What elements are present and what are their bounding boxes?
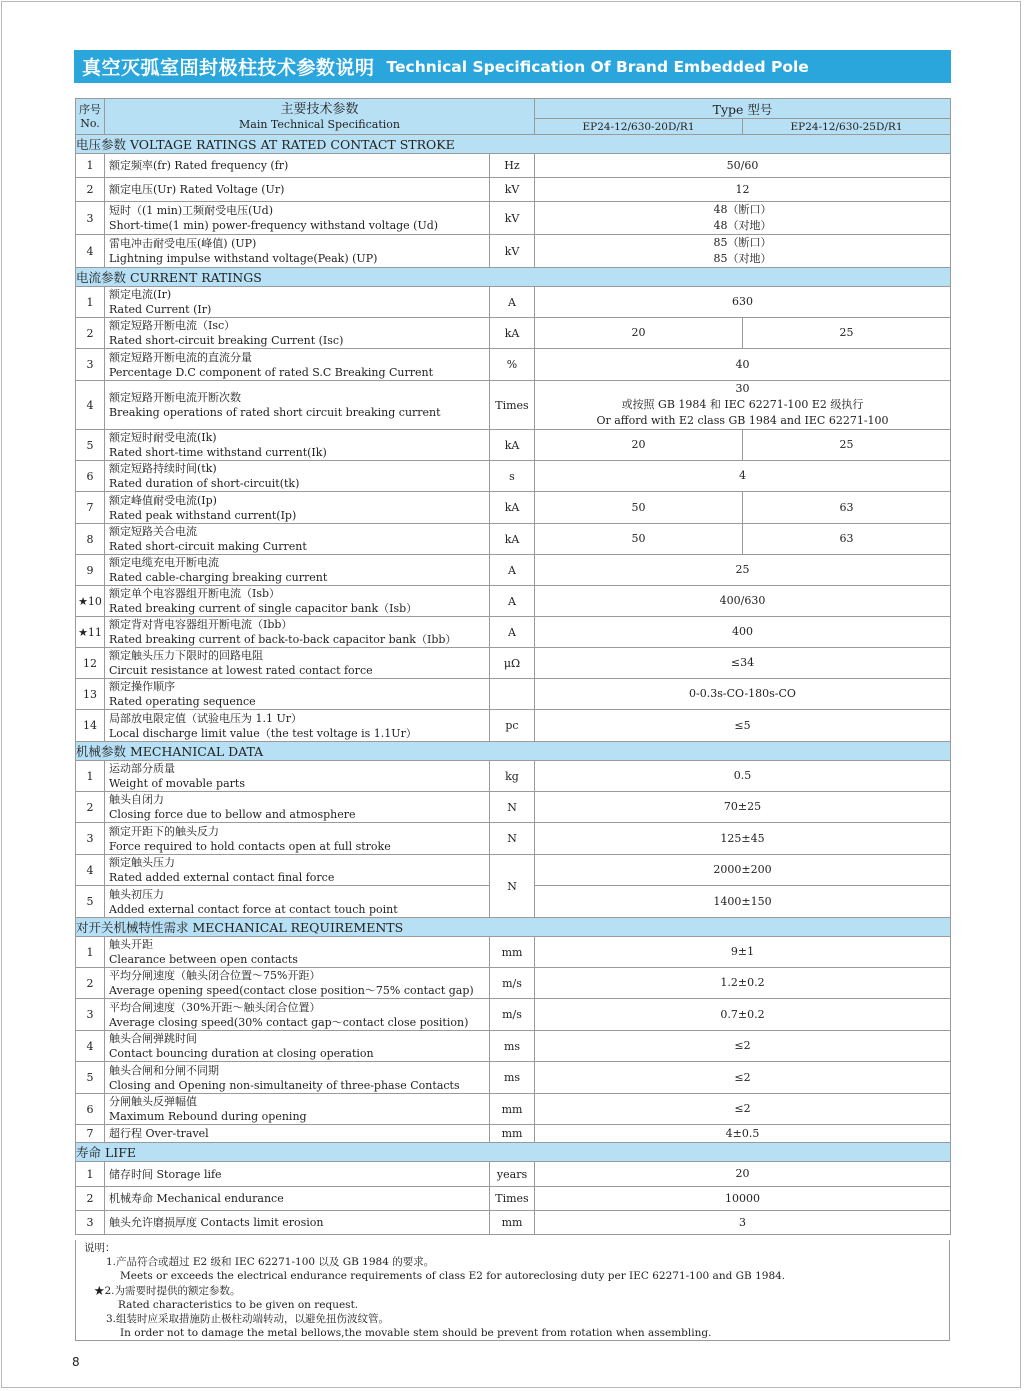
row-number: 3 bbox=[76, 823, 105, 855]
param-en: Rated short-time withstand current(Ik) bbox=[109, 446, 327, 459]
row-number: 4 bbox=[76, 381, 105, 430]
unit-cell: years bbox=[490, 1162, 535, 1187]
table-row bbox=[76, 492, 951, 524]
param-cell bbox=[105, 586, 490, 617]
param-cell bbox=[105, 855, 490, 886]
row-number: ★11 bbox=[76, 617, 105, 648]
row-number: 2 bbox=[76, 968, 105, 999]
param-cell bbox=[105, 1187, 490, 1211]
param-en: Force required to hold contacts open at full stroke bbox=[109, 839, 391, 853]
value-cell bbox=[535, 381, 951, 430]
row-number: 1 bbox=[76, 287, 105, 318]
section-requirements-label: 对开关机械特性需求 MECHANICAL REQUIREMENTS bbox=[76, 918, 951, 937]
param-cell bbox=[105, 492, 490, 524]
table-row bbox=[76, 1062, 951, 1094]
row-number: 4 bbox=[76, 855, 105, 886]
row-number: 5 bbox=[76, 1062, 105, 1094]
value-line: 48（断口） bbox=[713, 203, 772, 216]
row-number: ★10 bbox=[76, 586, 105, 617]
unit-cell: A bbox=[490, 555, 535, 586]
note-2-en: Rated characteristics to be given on request. bbox=[118, 1298, 359, 1311]
unit-cell: A bbox=[490, 586, 535, 617]
value-cell: 70±25 bbox=[535, 792, 951, 823]
param-zh: 额定短路开断电流（Isc） bbox=[109, 319, 236, 332]
unit-cell: ms bbox=[490, 1031, 535, 1062]
param-zh: 额定开距下的触头反力 bbox=[109, 824, 219, 838]
param-cell bbox=[105, 1125, 490, 1143]
table-row bbox=[76, 318, 951, 349]
unit-cell: pc bbox=[490, 710, 535, 742]
table-row bbox=[76, 1187, 951, 1211]
header-spec-zh: 主要技术参数 bbox=[280, 101, 359, 117]
value-cell: 0.5 bbox=[535, 761, 951, 792]
param-en: Short-time(1 min) power-frequency withstand voltage (Ud) bbox=[109, 219, 439, 232]
title-chinese: 真空灭弧室固封极柱技术参数说明 bbox=[82, 57, 375, 79]
row-number: 12 bbox=[76, 648, 105, 679]
param-cell bbox=[105, 381, 490, 430]
value-cell: 1400±150 bbox=[535, 886, 951, 918]
unit-cell: kA bbox=[490, 318, 535, 349]
param-cell bbox=[105, 524, 490, 555]
table-row bbox=[76, 235, 951, 268]
param-en: Closing and Opening non-simultaneity of three-phase Contacts bbox=[109, 1078, 460, 1092]
param-cell bbox=[105, 679, 490, 710]
row-number: 7 bbox=[76, 1125, 105, 1143]
param-zh: 额定短时耐受电流(Ik) bbox=[109, 431, 217, 444]
param-en: Rated short-circuit breaking Current (Isc) bbox=[109, 334, 344, 347]
param-zh: 机械寿命 Mechanical endurance bbox=[109, 1192, 284, 1205]
page-number: 8 bbox=[72, 1355, 80, 1369]
section-mechanical bbox=[76, 742, 951, 761]
value-model-25: 63 bbox=[743, 492, 951, 524]
param-cell bbox=[105, 968, 490, 999]
row-number: 13 bbox=[76, 679, 105, 710]
param-cell bbox=[105, 761, 490, 792]
row-number: 6 bbox=[76, 1094, 105, 1125]
param-zh: 触头允许磨损厚度 Contacts limit erosion bbox=[109, 1216, 324, 1229]
row-number: 14 bbox=[76, 710, 105, 742]
param-en: Percentage D.C component of rated S.C Breaking Current bbox=[109, 365, 434, 379]
param-cell bbox=[105, 287, 490, 318]
table-row bbox=[76, 430, 951, 461]
value-cell: 630 bbox=[535, 287, 951, 318]
header-type: Type 型号 bbox=[535, 99, 951, 119]
param-zh: 额定电压(Ur) Rated Voltage (Ur) bbox=[109, 183, 285, 196]
param-zh: 额定短路关合电流 bbox=[109, 525, 197, 538]
param-zh: 额定峰值耐受电流(Ip) bbox=[109, 493, 217, 507]
param-en: Weight of movable parts bbox=[109, 777, 245, 790]
param-cell bbox=[105, 1211, 490, 1235]
section-mechanical-label: 机械参数 MECHANICAL DATA bbox=[76, 742, 951, 761]
table-row bbox=[76, 679, 951, 710]
param-zh: 局部放电限定值（试验电压为 1.1 Ur） bbox=[109, 711, 303, 725]
table-row bbox=[76, 617, 951, 648]
param-zh: 额定电缆充电开断电流 bbox=[109, 556, 219, 569]
header-model-25: EP24-12/630-25D/R1 bbox=[743, 119, 951, 135]
table-row bbox=[76, 937, 951, 968]
param-zh: 平均分闸速度（触头闭合位置～75%开距） bbox=[109, 969, 321, 982]
row-number: 1 bbox=[76, 1162, 105, 1187]
param-en: Local discharge limit value（the test voltage is 1.1Ur） bbox=[109, 726, 417, 740]
value-cell: 0.7±0.2 bbox=[535, 999, 951, 1031]
row-number: 7 bbox=[76, 492, 105, 524]
value-cell: 3 bbox=[535, 1211, 951, 1235]
row-number: 5 bbox=[76, 430, 105, 461]
row-number: 8 bbox=[76, 524, 105, 555]
param-en: Breaking operations of rated short circuit breaking current bbox=[109, 406, 441, 419]
param-cell bbox=[105, 710, 490, 742]
table-row bbox=[76, 710, 951, 742]
value-cell: 400/630 bbox=[535, 586, 951, 617]
value-line: 85（断口） bbox=[713, 236, 772, 249]
table-row bbox=[76, 1211, 951, 1235]
unit-cell: kV bbox=[490, 202, 535, 235]
param-cell bbox=[105, 235, 490, 268]
title-bar bbox=[74, 50, 951, 83]
value-cell: ≤2 bbox=[535, 1094, 951, 1125]
row-number: 2 bbox=[76, 1187, 105, 1211]
row-number: 4 bbox=[76, 235, 105, 268]
param-en: Rated operating sequence bbox=[109, 695, 256, 708]
param-en: Rated Current (Ir) bbox=[109, 303, 212, 316]
header-model-20: EP24-12/630-20D/R1 bbox=[535, 119, 743, 135]
value-cell: 0-0.3s-CO-180s-CO bbox=[535, 679, 951, 710]
spec-table bbox=[75, 98, 951, 1235]
notes-label: 说明： bbox=[84, 1242, 116, 1254]
unit-cell: N bbox=[490, 855, 535, 918]
param-en: Rated cable-charging breaking current bbox=[109, 571, 328, 584]
param-cell bbox=[105, 1094, 490, 1125]
table-row bbox=[76, 586, 951, 617]
section-voltage bbox=[76, 135, 951, 154]
param-en: Rated breaking current of single capacitor bank（Isb） bbox=[109, 602, 418, 615]
param-en: Rated duration of short-circuit(tk) bbox=[109, 477, 300, 490]
param-en: Circuit resistance at lowest rated contact force bbox=[109, 664, 373, 677]
param-zh: 触头合闸弹跳时间 bbox=[109, 1032, 197, 1045]
param-zh: 额定短路开断电流开断次数 bbox=[109, 391, 241, 404]
value-line: 48（对地） bbox=[713, 219, 772, 232]
row-number: 3 bbox=[76, 202, 105, 235]
param-en: Contact bouncing duration at closing operation bbox=[109, 1047, 374, 1060]
unit-cell: mm bbox=[490, 1125, 535, 1143]
table-row bbox=[76, 999, 951, 1031]
row-number: 2 bbox=[76, 178, 105, 202]
param-cell bbox=[105, 349, 490, 381]
unit-cell: kA bbox=[490, 492, 535, 524]
row-number: 2 bbox=[76, 792, 105, 823]
table-row bbox=[76, 1031, 951, 1062]
table-row bbox=[76, 555, 951, 586]
value-model-25: 63 bbox=[743, 524, 951, 555]
section-voltage-label: 电压参数 VOLTAGE RATINGS AT RATED CONTACT STROKE bbox=[76, 135, 951, 154]
param-zh: 额定短路开断电流的直流分量 bbox=[109, 350, 252, 364]
value-cell bbox=[535, 235, 951, 268]
value-cell: ≤34 bbox=[535, 648, 951, 679]
value-cell: 10000 bbox=[535, 1187, 951, 1211]
param-en: Closing force due to bellow and atmosphere bbox=[109, 808, 356, 821]
unit-cell: kA bbox=[490, 430, 535, 461]
unit-cell: A bbox=[490, 287, 535, 318]
param-cell bbox=[105, 555, 490, 586]
value-model-25: 25 bbox=[743, 318, 951, 349]
unit-cell: N bbox=[490, 823, 535, 855]
param-en: Lightning impulse withstand voltage(Peak) (UP) bbox=[109, 252, 378, 265]
table-row bbox=[76, 461, 951, 492]
param-en: Rated added external contact final force bbox=[109, 871, 335, 884]
param-zh: 触头初压力 bbox=[109, 887, 164, 901]
value-cell: ≤2 bbox=[535, 1031, 951, 1062]
param-en: Added external contact force at contact touch point bbox=[109, 902, 398, 916]
value-line: Or afford with E2 class GB 1984 and IEC 62271-100 bbox=[596, 414, 889, 427]
row-number: 3 bbox=[76, 349, 105, 381]
table-row bbox=[76, 823, 951, 855]
value-line: 或按照 GB 1984 和 IEC 62271-100 E2 级执行 bbox=[621, 398, 864, 411]
param-cell bbox=[105, 937, 490, 968]
value-cell: 25 bbox=[535, 555, 951, 586]
row-number: 5 bbox=[76, 886, 105, 918]
param-en: Clearance between open contacts bbox=[109, 953, 298, 966]
unit-cell: Times bbox=[490, 1187, 535, 1211]
value-cell: 20 bbox=[535, 1162, 951, 1187]
table-row bbox=[76, 792, 951, 823]
param-en: Rated peak withstand current(Ip) bbox=[109, 508, 297, 522]
table-row bbox=[76, 178, 951, 202]
param-cell bbox=[105, 648, 490, 679]
param-cell bbox=[105, 154, 490, 178]
unit-cell: ms bbox=[490, 1062, 535, 1094]
param-cell bbox=[105, 792, 490, 823]
param-zh: 额定短路持续时间(tk) bbox=[109, 462, 217, 475]
unit-cell: Times bbox=[490, 381, 535, 430]
param-zh: 触头合闸和分闸不同期 bbox=[109, 1063, 219, 1077]
param-zh: 运动部分质量 bbox=[109, 762, 175, 775]
unit-cell: kA bbox=[490, 524, 535, 555]
param-cell bbox=[105, 999, 490, 1031]
row-number: 4 bbox=[76, 1031, 105, 1062]
table-row bbox=[76, 202, 951, 235]
param-cell bbox=[105, 1062, 490, 1094]
header-no-zh: 序号 bbox=[79, 102, 101, 116]
note-3-zh: 3.组装时应采取措施防止极柱动端转动，以避免扭伤波纹管。 bbox=[106, 1313, 390, 1326]
row-number: 1 bbox=[76, 154, 105, 178]
row-number: 2 bbox=[76, 318, 105, 349]
value-model-25: 25 bbox=[743, 430, 951, 461]
unit-cell: mm bbox=[490, 1211, 535, 1235]
value-cell: 125±45 bbox=[535, 823, 951, 855]
unit-cell: kV bbox=[490, 235, 535, 268]
table-row bbox=[76, 381, 951, 430]
param-cell bbox=[105, 461, 490, 492]
section-life bbox=[76, 1143, 951, 1162]
header-spec-en: Main Technical Specification bbox=[239, 117, 400, 131]
unit-cell: s bbox=[490, 461, 535, 492]
row-number: 9 bbox=[76, 555, 105, 586]
row-number: 3 bbox=[76, 1211, 105, 1235]
section-requirements bbox=[76, 918, 951, 937]
param-zh: 短时（(1 min)工频耐受电压(Ud) bbox=[109, 204, 274, 217]
table-row bbox=[76, 1162, 951, 1187]
row-number: 6 bbox=[76, 461, 105, 492]
param-zh: 触头自闭力 bbox=[109, 793, 164, 806]
table-row bbox=[76, 1125, 951, 1143]
param-cell bbox=[105, 202, 490, 235]
unit-cell: A bbox=[490, 617, 535, 648]
unit-cell: m/s bbox=[490, 999, 535, 1031]
value-cell: 400 bbox=[535, 617, 951, 648]
row-number: 3 bbox=[76, 999, 105, 1031]
value-cell: 2000±200 bbox=[535, 855, 951, 886]
section-life-label: 寿命 LIFE bbox=[76, 1143, 951, 1162]
param-en: Maximum Rebound during opening bbox=[109, 1110, 307, 1123]
title-english: Technical Specification Of Brand Embedded Pole bbox=[386, 57, 809, 76]
unit-cell bbox=[490, 679, 535, 710]
param-cell bbox=[105, 617, 490, 648]
header-no-en: No. bbox=[80, 116, 100, 130]
value-model-20: 50 bbox=[535, 492, 743, 524]
value-cell: 40 bbox=[535, 349, 951, 381]
note-1-zh: 1.产品符合或超过 E2 级和 IEC 62271-100 以及 GB 1984 的要求。 bbox=[106, 1256, 435, 1269]
param-zh: 超行程 Over-travel bbox=[109, 1127, 209, 1140]
value-line: 85（对地） bbox=[713, 252, 772, 265]
param-cell bbox=[105, 1162, 490, 1187]
value-cell: 12 bbox=[535, 178, 951, 202]
unit-cell: μΩ bbox=[490, 648, 535, 679]
note-2-zh: ★2.为需要时提供的额定参数。 bbox=[94, 1284, 241, 1297]
row-number: 1 bbox=[76, 761, 105, 792]
param-zh: 额定操作顺序 bbox=[109, 680, 175, 693]
table-row bbox=[76, 648, 951, 679]
value-cell: 4±0.5 bbox=[535, 1125, 951, 1143]
param-cell bbox=[105, 318, 490, 349]
param-zh: 额定电流(Ir) bbox=[109, 288, 172, 301]
unit-cell: kV bbox=[490, 178, 535, 202]
table-row bbox=[76, 154, 951, 178]
param-zh: 额定背对背电容器组开断电流（Ibb） bbox=[109, 618, 293, 631]
table-row bbox=[76, 968, 951, 999]
unit-cell: % bbox=[490, 349, 535, 381]
table-row bbox=[76, 287, 951, 318]
value-cell: 50/60 bbox=[535, 154, 951, 178]
value-line: 30 bbox=[735, 382, 750, 395]
note-1-en: Meets or exceeds the electrical endurance requirements of class E2 for autoreclosing duty per IEC 62271-100 and GB 1984. bbox=[120, 1270, 786, 1283]
section-current bbox=[76, 268, 951, 287]
param-zh: 平均合闸速度（30%开距～触头闭合位置） bbox=[109, 1000, 321, 1014]
param-zh: 雷电冲击耐受电压(峰值) (UP) bbox=[109, 237, 257, 250]
unit-cell: N bbox=[490, 792, 535, 823]
param-en: Rated breaking current of back-to-back capacitor bank（Ibb） bbox=[109, 633, 457, 646]
param-cell bbox=[105, 823, 490, 855]
param-zh: 额定触头压力下限时的回路电阻 bbox=[109, 649, 263, 662]
header-spec bbox=[105, 99, 535, 135]
unit-cell: kg bbox=[490, 761, 535, 792]
param-zh: 分闸触头反弹幅值 bbox=[109, 1095, 197, 1108]
table-row bbox=[76, 349, 951, 381]
value-model-20: 50 bbox=[535, 524, 743, 555]
param-cell bbox=[105, 178, 490, 202]
param-cell bbox=[105, 1031, 490, 1062]
row-number: 1 bbox=[76, 937, 105, 968]
table-row bbox=[76, 855, 951, 886]
value-cell: 4 bbox=[535, 461, 951, 492]
unit-cell: mm bbox=[490, 937, 535, 968]
param-zh: 额定触头压力 bbox=[109, 856, 175, 869]
param-zh: 触头开距 bbox=[109, 938, 153, 951]
param-zh: 额定单个电容器组开断电流（Isb） bbox=[109, 587, 281, 600]
notes bbox=[75, 1240, 950, 1341]
value-cell: 9±1 bbox=[535, 937, 951, 968]
value-cell: ≤5 bbox=[535, 710, 951, 742]
header-no bbox=[76, 99, 105, 135]
param-cell bbox=[105, 886, 490, 918]
note-3-en: In order not to damage the metal bellows,the movable stem should be prevent from rotation when assembling. bbox=[120, 1327, 712, 1340]
table-row bbox=[76, 761, 951, 792]
unit-cell: Hz bbox=[490, 154, 535, 178]
value-model-20: 20 bbox=[535, 318, 743, 349]
table-row bbox=[76, 524, 951, 555]
value-cell bbox=[535, 202, 951, 235]
value-cell: 1.2±0.2 bbox=[535, 968, 951, 999]
value-model-20: 20 bbox=[535, 430, 743, 461]
table-row bbox=[76, 1094, 951, 1125]
unit-cell: mm bbox=[490, 1094, 535, 1125]
unit-cell: m/s bbox=[490, 968, 535, 999]
param-en: Average opening speed(contact close position～75% contact gap) bbox=[109, 984, 474, 997]
value-cell: ≤2 bbox=[535, 1062, 951, 1094]
section-current-label: 电流参数 CURRENT RATINGS bbox=[76, 268, 951, 287]
param-en: Rated short-circuit making Current bbox=[109, 540, 307, 553]
param-en: Average closing speed(30% contact gap～contact close position) bbox=[109, 1015, 469, 1029]
param-cell bbox=[105, 430, 490, 461]
param-zh: 额定频率(fr) Rated frequency (fr) bbox=[109, 159, 289, 172]
param-zh: 储存时间 Storage life bbox=[109, 1167, 222, 1181]
